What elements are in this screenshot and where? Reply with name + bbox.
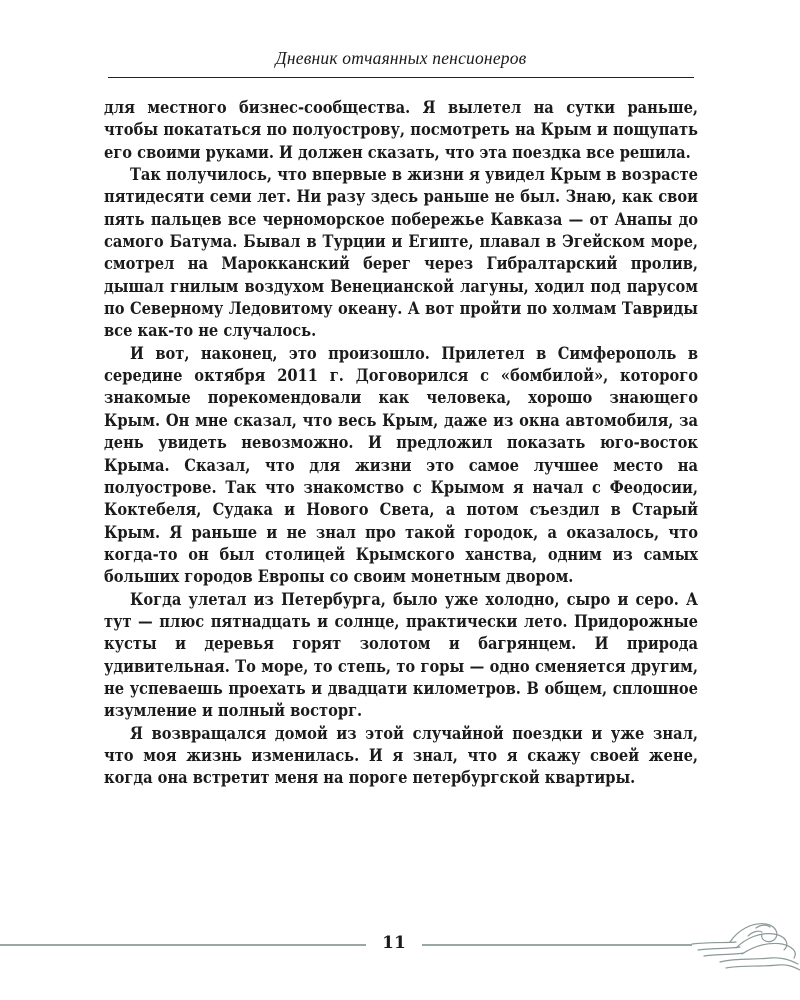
paragraph: Я возвращался домой из этой случайной поездки и уже знал, что моя жизнь изменилась. И я знал, что я скажу своей жене, когда она встретит меня на пороге петербургской квартиры.: [104, 723, 698, 788]
paragraph: Когда улетал из Петербурга, было уже холодно, сыро и серо. А тут — плюс пятнадцать и солнце, практически лето. Придорожные кусты и деревья горят золотом и багрянцем. И природа удивительная. То море, то степь, то горы — одно сменяется другим, не успеваешь проехать и двадцати километров. В общем, сплошное изумление и полный восторг.: [104, 589, 698, 721]
running-header-title: Дневник отчаянных пенсионеров: [275, 48, 527, 68]
wave-ornament-icon: [690, 912, 800, 976]
header-rule: [108, 77, 694, 78]
page-number: 11: [382, 933, 406, 953]
paragraph: И вот, наконец, это произошло. Прилетел в Симферополь в середине октября 2011 г. Договорился с «бомбилой», которого знакомые порекомендовали как человека, хорошо знающего Крым. Он мне сказал, что весь Крым, даже из окна автомобиля, за день увидеть невозможно. И предложил показать юго-восток Крыма. Сказал, что для жизни это самое лучшее место на полуострове. Так что знакомство с Крымом я начал с Феодосии, Коктебеля, Судака и Нового Света, а потом съездил в Старый Крым. Я раньше и не знал про такой городок, а оказалось, что когда-то он был столицей Крымского ханства, одним из самых больших городов Европы со своим монетным двором.: [104, 343, 698, 587]
paragraph: Так получилось, что впервые в жизни я увидел Крым в возрасте пятидесяти семи лет. Ни разу здесь раньше не был. Знаю, как свои пять пальцев все черноморское побережье Кавказа — от Анапы до самого Батума. Бывал в Турции и Египте, плавал в Эгейском море, смотрел на Марокканский берег через Гибралтарский пролив, дышал гнилым воздухом Венецианской лагуны, ходил под парусом по Северному Ледовитому океану. А вот пройти по холмам Тавриды все как-то не случалось.: [104, 165, 698, 341]
footer-rule-right: [422, 944, 692, 946]
paragraph: для местного бизнес-сообщества. Я вылетел на сутки раньше, чтобы покататься по полуострову, посмотреть на Крым и пощупать его своими руками. И должен сказать, что эта поездка все решила.: [104, 98, 698, 162]
footer-rule-left: [0, 944, 366, 946]
body-text: [104, 97, 698, 790]
